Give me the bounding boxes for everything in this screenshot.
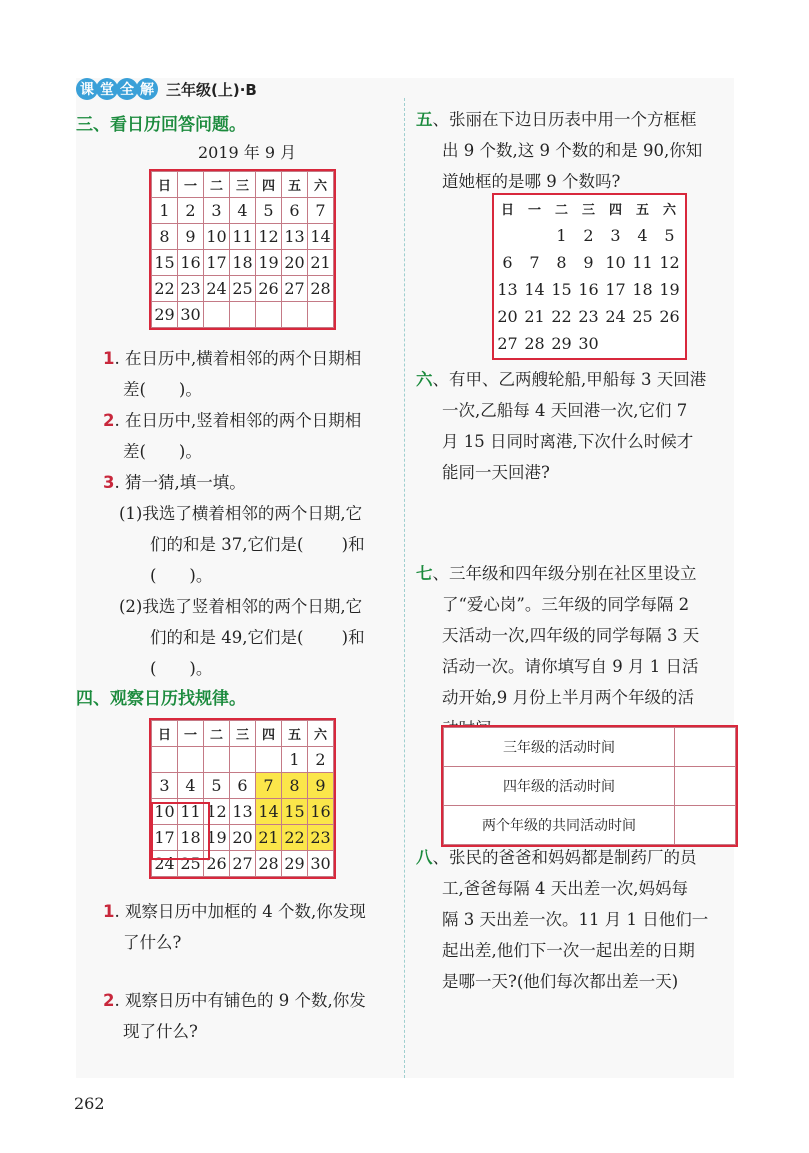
- date-cell: 4: [178, 773, 204, 799]
- question-text: 月 15 日同时离港,下次什么时候才: [442, 432, 694, 451]
- date-cell: 11: [632, 253, 653, 272]
- section-7: [416, 558, 699, 744]
- date-cell: 23: [308, 825, 334, 851]
- row-label: 三年级的活动时间: [444, 728, 675, 767]
- section-6: [416, 364, 706, 488]
- date-cell: 5: [664, 226, 675, 245]
- date-cell: 21: [524, 307, 545, 326]
- date-cell: 3: [152, 773, 178, 799]
- week-row: [152, 825, 334, 851]
- question-text: . 猜一猜,填一填。: [114, 473, 246, 492]
- date-cell: 8: [282, 773, 308, 799]
- week-row: [152, 224, 334, 250]
- question-number: 2: [103, 411, 115, 430]
- question-text: 、三年级和四年级分别在社区里设立: [432, 564, 697, 583]
- weekday-cell: 五: [282, 172, 308, 198]
- weekday-header-row: [152, 721, 334, 747]
- date-cell: 1: [152, 198, 178, 224]
- weekday-cell: 日: [500, 203, 514, 218]
- badge-char: 堂: [96, 78, 118, 100]
- date-cell: 8: [556, 253, 567, 272]
- weekday-cell: 六: [308, 721, 334, 747]
- question-text: 是哪一天?(他们每次都出差一天): [442, 972, 679, 991]
- badge-char: 解: [136, 78, 158, 100]
- date-cell: 2: [178, 198, 204, 224]
- date-cell: [256, 747, 282, 773]
- section-label: 五: [416, 110, 433, 129]
- date-cell: 26: [204, 851, 230, 877]
- date-cell: [256, 302, 282, 328]
- weekday-cell: 四: [608, 203, 622, 218]
- weekday-cell: 一: [527, 203, 541, 218]
- section-label: 八: [416, 848, 433, 867]
- date-cell: 25: [178, 851, 204, 877]
- date-cell: 27: [497, 334, 518, 353]
- question-text: 出 9 个数,这 9 个数的和是 90,你知: [442, 141, 703, 160]
- date-cell: 24: [152, 851, 178, 877]
- activity-time-table: [443, 727, 736, 845]
- date-cell: 14: [256, 799, 282, 825]
- date-cell: 3: [610, 226, 621, 245]
- date-cell: [230, 302, 256, 328]
- week-row: [494, 330, 685, 357]
- s4-question-2: [103, 985, 366, 1047]
- date-cell: 28: [308, 276, 334, 302]
- question-text: 了“爱心岗”。三年级的同学每隔 2: [442, 595, 690, 614]
- week-row: [152, 276, 334, 302]
- table-row: [444, 728, 736, 767]
- date-cell: 5: [256, 198, 282, 224]
- section-3-title: 三、看日历回答问题。: [76, 115, 246, 135]
- date-cell: [204, 747, 230, 773]
- date-cell: [308, 302, 334, 328]
- date-cell: 4: [230, 198, 256, 224]
- sub-question-2: (2)我选了竖着相邻的两个日期,它: [119, 597, 363, 616]
- date-cell: 12: [204, 799, 230, 825]
- s3-question-1: [103, 343, 361, 405]
- date-cell: 10: [152, 799, 178, 825]
- question-text: 工,爸爸每隔 4 天出差一次,妈妈每: [442, 879, 688, 898]
- date-cell: 24: [605, 307, 626, 326]
- question-text: 、张丽在下边日历表中用一个方框框: [432, 110, 697, 129]
- weekday-cell: 二: [554, 203, 568, 218]
- date-cell: 12: [256, 224, 282, 250]
- grade-title: 三年级(上)·B: [166, 80, 257, 99]
- date-cell: 6: [230, 773, 256, 799]
- table-row: [444, 806, 736, 845]
- date-cell: 30: [178, 302, 204, 328]
- page-number: 262: [74, 1094, 105, 1113]
- calendar-sept-2019: [151, 171, 334, 328]
- date-cell: 23: [578, 307, 599, 326]
- weekday-header-row: [152, 172, 334, 198]
- date-cell: 9: [308, 773, 334, 799]
- date-cell: [152, 747, 178, 773]
- date-cell: 17: [605, 280, 626, 299]
- weekday-cell: 三: [230, 172, 256, 198]
- date-cell: 13: [282, 224, 308, 250]
- date-cell: 20: [230, 825, 256, 851]
- week-row: [152, 747, 334, 773]
- date-cell: 8: [152, 224, 178, 250]
- row-label: 两个年级的共同活动时间: [444, 806, 675, 845]
- answer-cell[interactable]: [675, 767, 736, 806]
- date-cell: 28: [256, 851, 282, 877]
- date-cell: 7: [529, 253, 540, 272]
- question-text: 、张民的爸爸和妈妈都是制药厂的员: [432, 848, 697, 867]
- weekday-cell: 三: [230, 721, 256, 747]
- weekday-cell: 二: [204, 172, 230, 198]
- s3-question-3: [103, 467, 365, 684]
- date-cell: 25: [230, 276, 256, 302]
- date-cell: 29: [282, 851, 308, 877]
- week-row: [152, 198, 334, 224]
- weekday-cell: 日: [152, 172, 178, 198]
- date-cell: [230, 747, 256, 773]
- date-cell: 2: [583, 226, 594, 245]
- weekday-cell: 一: [178, 721, 204, 747]
- weekday-cell: 五: [635, 203, 649, 218]
- weekday-cell: 四: [256, 721, 282, 747]
- date-cell: 11: [230, 224, 256, 250]
- week-row: [494, 249, 685, 276]
- date-cell: 5: [204, 773, 230, 799]
- weekday-cell: 二: [204, 721, 230, 747]
- date-cell: 1: [556, 226, 567, 245]
- week-row: [152, 302, 334, 328]
- answer-cell[interactable]: [675, 806, 736, 845]
- answer-cell[interactable]: [675, 728, 736, 767]
- sub-question-2-blank: ( )。: [150, 659, 213, 678]
- question-text: 活动一次。请你填写自 9 月 1 日活: [442, 657, 699, 676]
- date-cell: 7: [256, 773, 282, 799]
- date-cell: 14: [308, 224, 334, 250]
- series-logo-badge: [76, 78, 156, 100]
- date-cell: 13: [497, 280, 518, 299]
- row-label: 四年级的活动时间: [444, 767, 675, 806]
- section-label: 六: [416, 370, 433, 389]
- question-text: 了什么?: [123, 933, 182, 952]
- date-cell: 24: [204, 276, 230, 302]
- date-cell: 13: [230, 799, 256, 825]
- date-cell: 18: [230, 250, 256, 276]
- date-cell: [204, 302, 230, 328]
- weekday-cell: 六: [308, 172, 334, 198]
- date-cell: 9: [583, 253, 594, 272]
- date-cell: 16: [578, 280, 599, 299]
- weekday-cell: 一: [178, 172, 204, 198]
- date-cell: 14: [524, 280, 545, 299]
- question-text: 能同一天回港?: [442, 463, 550, 482]
- date-cell: 7: [308, 198, 334, 224]
- date-cell: 17: [152, 825, 178, 851]
- calendar-find-nine: [492, 193, 687, 360]
- date-cell: 2: [308, 747, 334, 773]
- date-cell: 1: [282, 747, 308, 773]
- weekday-header-row: [494, 195, 685, 222]
- s3-question-2: [103, 405, 361, 467]
- answer-blank-line: 差( )。: [123, 442, 202, 461]
- date-cell: 10: [605, 253, 626, 272]
- calendar-pattern: [151, 720, 334, 877]
- table-row: [444, 767, 736, 806]
- week-row: [152, 851, 334, 877]
- week-row: [152, 250, 334, 276]
- date-cell: 6: [502, 253, 513, 272]
- date-cell: 21: [256, 825, 282, 851]
- date-cell: [178, 747, 204, 773]
- sub-question-1-text: 们的和是 37,它们是( )和: [150, 535, 365, 554]
- date-cell: 19: [256, 250, 282, 276]
- s4-question-1: [103, 896, 366, 958]
- question-number: 2: [103, 991, 115, 1010]
- weekday-cell: 三: [581, 203, 595, 218]
- date-cell: 16: [178, 250, 204, 276]
- question-text: . 观察日历中加框的 4 个数,你发现: [114, 902, 366, 921]
- date-cell: 19: [204, 825, 230, 851]
- weekday-cell: 四: [256, 172, 282, 198]
- weekday-cell: 六: [662, 203, 676, 218]
- question-text: . 观察日历中有铺色的 9 个数,你发: [114, 991, 366, 1010]
- badge-char: 全: [116, 78, 138, 100]
- date-cell: 20: [497, 307, 518, 326]
- question-text: 隔 3 天出差一次。11 月 1 日他们一: [442, 910, 709, 929]
- sub-question-1-blank: ( )。: [150, 566, 213, 585]
- date-cell: 22: [551, 307, 572, 326]
- date-cell: 30: [578, 334, 599, 353]
- question-text: 一次,乙船每 4 天回港一次,它们 7: [442, 401, 688, 420]
- week-row: [152, 799, 334, 825]
- question-number: 1: [103, 349, 115, 368]
- date-cell: 30: [308, 851, 334, 877]
- date-cell: 22: [282, 825, 308, 851]
- section-label: 七: [416, 564, 433, 583]
- week-row: [494, 276, 685, 303]
- question-text: . 在日历中,竖着相邻的两个日期相: [114, 411, 362, 430]
- date-cell: 29: [551, 334, 572, 353]
- question-text: 、有甲、乙两艘轮船,甲船每 3 天回港: [432, 370, 707, 389]
- date-cell: 10: [204, 224, 230, 250]
- week-row: [494, 222, 685, 249]
- question-text: 道她框的是哪 9 个数吗?: [442, 172, 621, 191]
- date-cell: 25: [632, 307, 653, 326]
- page-header: [76, 76, 257, 102]
- date-cell: 21: [308, 250, 334, 276]
- date-cell: 20: [282, 250, 308, 276]
- weekday-cell: 五: [282, 721, 308, 747]
- date-cell: 4: [637, 226, 648, 245]
- date-cell: 18: [178, 825, 204, 851]
- date-cell: 16: [308, 799, 334, 825]
- week-row: [494, 303, 685, 330]
- question-text: 起出差,他们下一次一起出差的日期: [442, 941, 695, 960]
- column-divider: [404, 98, 405, 1078]
- date-cell: [282, 302, 308, 328]
- question-text: 动开始,9 月份上半月两个年级的活: [442, 688, 694, 707]
- calendar-title: 2019 年 9 月: [198, 143, 297, 162]
- section-5: [416, 104, 702, 197]
- date-cell: 22: [152, 276, 178, 302]
- question-number: 1: [103, 902, 115, 921]
- date-cell: 28: [524, 334, 545, 353]
- date-cell: 15: [282, 799, 308, 825]
- date-cell: 29: [152, 302, 178, 328]
- date-cell: 11: [178, 799, 204, 825]
- date-cell: 3: [204, 198, 230, 224]
- question-text: . 在日历中,横着相邻的两个日期相: [114, 349, 362, 368]
- date-cell: 26: [256, 276, 282, 302]
- question-text: 现了什么?: [123, 1022, 198, 1041]
- date-cell: 18: [632, 280, 653, 299]
- date-cell: 26: [659, 307, 680, 326]
- date-cell: 15: [152, 250, 178, 276]
- sub-question-2-text: 们的和是 49,它们是( )和: [150, 628, 365, 647]
- date-cell: 19: [659, 280, 680, 299]
- week-row: [152, 773, 334, 799]
- date-cell: 27: [230, 851, 256, 877]
- date-cell: 15: [551, 280, 572, 299]
- weekday-cell: 日: [152, 721, 178, 747]
- section-4-title: 四、观察日历找规律。: [76, 689, 246, 709]
- date-cell: 27: [282, 276, 308, 302]
- date-cell: 12: [659, 253, 680, 272]
- date-cell: 9: [178, 224, 204, 250]
- question-text: 天活动一次,四年级的同学每隔 3 天: [442, 626, 700, 645]
- sub-question-1: (1)我选了横着相邻的两个日期,它: [119, 504, 363, 523]
- section-8: [416, 842, 708, 997]
- date-cell: 23: [178, 276, 204, 302]
- question-number: 3: [103, 473, 115, 492]
- answer-blank-line: 差( )。: [123, 380, 202, 399]
- date-cell: 17: [204, 250, 230, 276]
- date-cell: 6: [282, 198, 308, 224]
- badge-char: 课: [76, 78, 98, 100]
